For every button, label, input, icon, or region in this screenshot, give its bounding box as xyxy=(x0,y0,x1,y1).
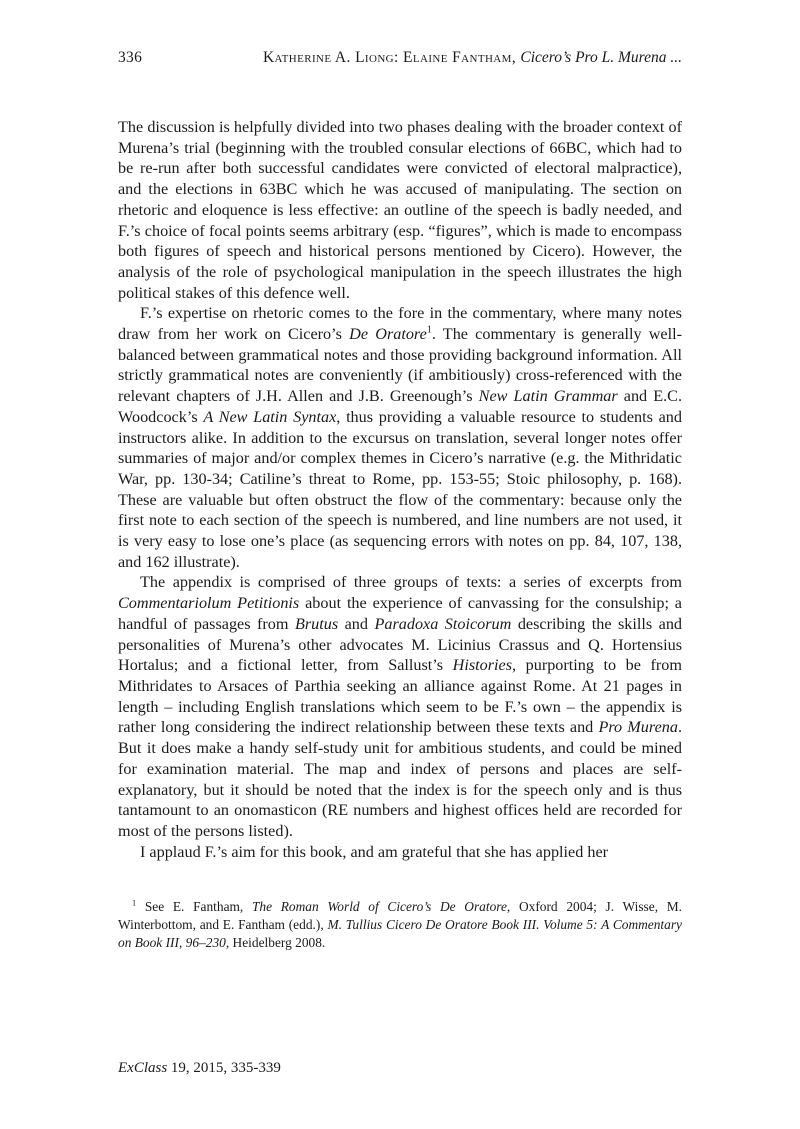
text-run: , purporting to be from Mithridates to Arsaces of Parthia seeking an alliance against Rome. At 21 pages in length – including English translations which seem to be F.’s own – the appendix is rather long considering the indirect relationship between these texts and xyxy=(118,656,682,737)
page-number: 336 xyxy=(118,49,143,66)
text-run: 1 xyxy=(426,324,432,336)
text-run: 19, 2015, 335-339 xyxy=(167,1060,281,1076)
footnote-section xyxy=(118,898,682,951)
text-run: describing the skills and personalities of Murena’s other advocates M. Licinius Crassus and Q. Hortensius Hortalus; and a fictional letter, from Sallust’s xyxy=(118,614,683,675)
page-header xyxy=(118,49,682,67)
text-run: A New Latin Syntax xyxy=(203,407,337,426)
text-run: Commentariolum Petitionis xyxy=(118,594,300,613)
text-run: , Heidelberg 2008. xyxy=(225,934,326,950)
text-run: about the experience of canvassing for the consulship; a handful of passages from xyxy=(118,594,682,633)
text-run: and E.C. Woodcock’s xyxy=(118,387,682,426)
text-run: Cicero’s Pro L. Murena ... xyxy=(520,49,682,66)
text-run: Brutus xyxy=(294,614,339,633)
text-run: , thus providing a valuable resource to students and instructors alike. In addition to the excursus on translation, several longer notes offer summaries of major and/or complex themes in Cicero’s narrative (e.g. the Mithridatic War, pp. 130-34; Catiline’s threat to Rome, pp. 153-55; Stoic philosophy, p. 168). These are valuable but often obstruct the flow of the commentary: because only the first note to each section of the speech is numbered, and line numbers are not used, it is very easy to lose one’s place (as sequencing errors with notes on pp. 84, 107, 138, and 162 illustrate). xyxy=(118,407,682,571)
text-run: ExClass xyxy=(118,1060,168,1076)
text-run: Pro Murena xyxy=(598,718,678,737)
text-run: See E. Fantham, xyxy=(136,899,252,915)
paragraph xyxy=(118,842,682,863)
text-run: The discussion is helpfully divided into two phases dealing with the broader context of Murena’s trial (beginning with the troubled consular elections of 66BC, which had to be re-run after both successful candidates were convicted of electoral malpractice), and the elections in 63BC which he was accused of manipulating. The section on rhetoric and eloquence is less effective: an outline of the speech is badly needed, and F.’s choice of focal points seems arbitrary (esp. “figures”, which is made to encompass both figures of speech and historical persons mentioned by Cicero). However, the analysis of the role of psychological manipulation in the speech illustrates the high political stakes of this defence well. xyxy=(118,118,682,302)
text-run: and xyxy=(338,614,375,633)
journal-footer xyxy=(118,1059,281,1077)
text-run: , Oxford 2004; J. Wisse, M. Winterbottom, and E. Fantham (edd.), xyxy=(118,899,682,932)
text-run: . The commentary is generally well-balanced between grammatical notes and those providing background information. All strictly grammatical notes are conveniently (if ambitiously) cross-referenced with the relevant chapters of J.H. Allen and J.B. Greenough’s xyxy=(118,325,683,406)
footnote-1 xyxy=(118,898,682,951)
text-run: I applaud F.’s aim for this book, and am grateful that she has applied her xyxy=(140,842,609,861)
paragraph xyxy=(118,303,682,572)
text-run: The Roman World of Cicero’s De Oratore xyxy=(251,899,507,915)
running-title xyxy=(142,49,682,67)
text-run: Paradoxa Stoicorum xyxy=(374,614,512,633)
review-body xyxy=(118,117,682,862)
text-run: Histories xyxy=(452,656,513,675)
text-run: New Latin Grammar xyxy=(478,387,618,406)
paragraph xyxy=(118,572,682,841)
text-run: 1 xyxy=(132,898,137,908)
text-run: De Oratore xyxy=(349,325,427,344)
text-run: F.’s expertise on rhetoric comes to the fore in the commentary, where many notes draw from her work on Cicero’s xyxy=(118,304,682,344)
text-run: Katherine A. Liong: Elaine Fantham, xyxy=(262,49,521,66)
text-run: M. Tullius Cicero De Oratore Book III. Volume 5: A Commentary on Book III, 96–230 xyxy=(118,916,682,950)
paragraph xyxy=(118,117,682,303)
text-run: The appendix is comprised of three groups of texts: a series of excerpts from xyxy=(140,573,682,592)
journal-citation xyxy=(118,1060,281,1076)
text-run: . But it does make a handy self-study unit for ambitious students, and could be mined for examination material. The map and index of persons and places are self-explanatory, but it should be noted that the index is for the speech only and is thus tantamount to an onomasticon (RE numbers and highest offices held are recorded for most of the persons listed). xyxy=(118,718,682,840)
